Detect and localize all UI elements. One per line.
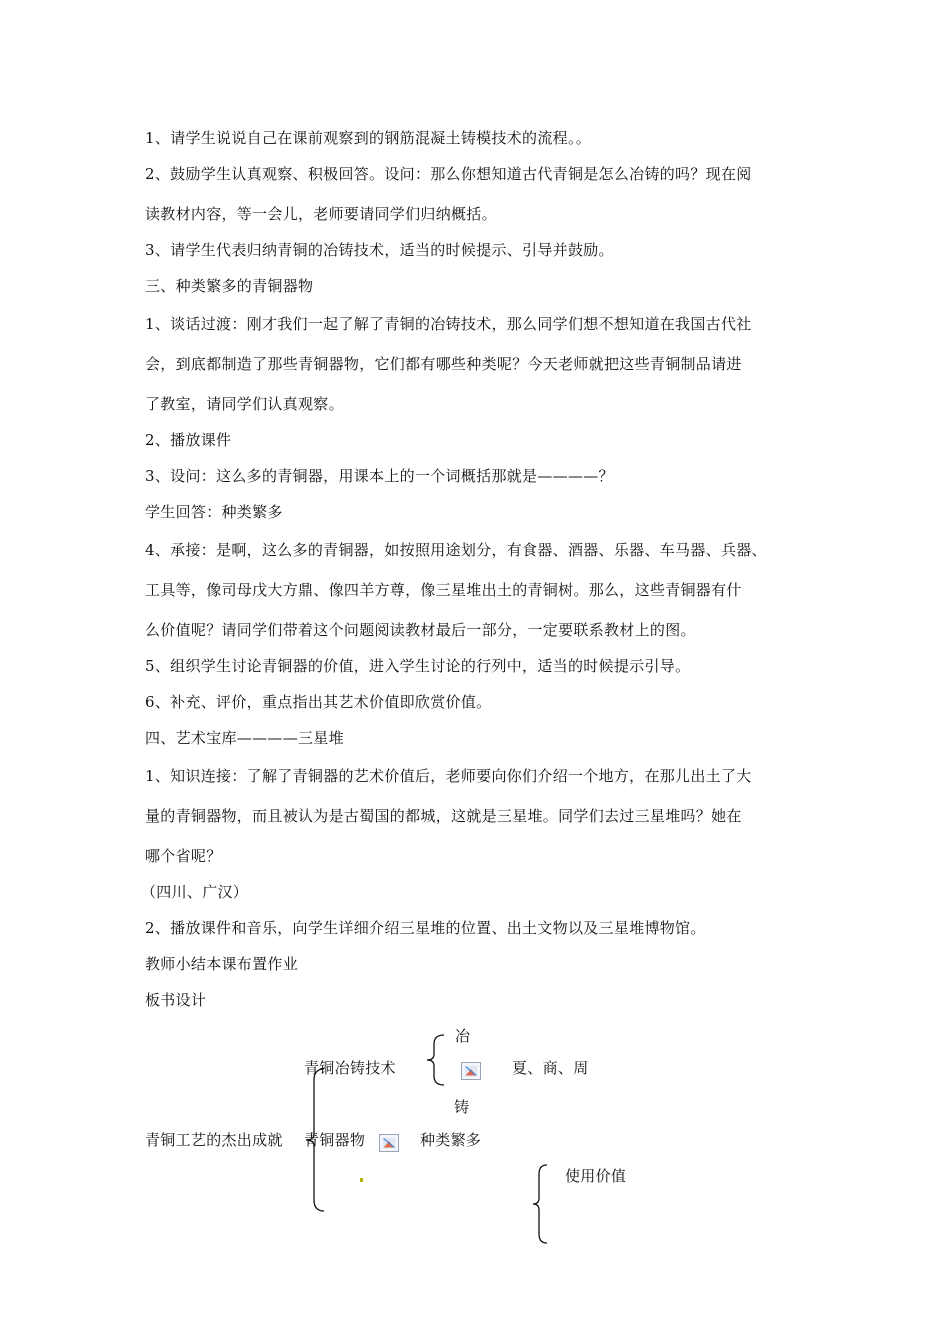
paragraph: 3、请学生代表归纳青铜的冶铸技术，适当的时候提示、引导并鼓励。 (145, 241, 614, 259)
paragraph: 哪个省呢？ (145, 847, 222, 865)
board-use-value: 使用价值 (565, 1167, 627, 1185)
broken-image-icon (461, 1062, 481, 1080)
paragraph: 板书设计 (145, 991, 207, 1009)
paragraph: 2、播放课件和音乐，向学生详细介绍三星堆的位置、出土文物以及三星堆博物馆。 (145, 919, 706, 937)
paragraph: 学生回答：种类繁多 (145, 503, 283, 521)
paragraph: 读教材内容，等一会儿，老师要请同学们归纳概括。 (145, 205, 497, 223)
board-tech: 青铜冶铸技术 (304, 1059, 396, 1077)
broken-image-icon (379, 1134, 399, 1152)
paragraph: （四川、广汉） (141, 883, 249, 901)
board-zhi: 冶 (455, 1027, 471, 1045)
paragraph: 2、播放课件 (145, 431, 232, 449)
paragraph: 1、知识连接：了解了青铜器的艺术价值后，老师要向你们介绍一个地方，在那儿出土了大 (145, 767, 752, 785)
paragraph: 4、承接：是啊，这么多的青铜器，如按照用途划分，有食器、酒器、乐器、车马器、兵器、 (145, 541, 767, 559)
board-zhu: 铸 (454, 1098, 470, 1116)
paragraph: 1、请学生说说自己在课前观察到的钢筋混凝土铸模技术的流程。。 (145, 129, 592, 147)
board-main: 青铜工艺的杰出成就 (145, 1131, 283, 1149)
paragraph: 6、补充、评价，重点指出其艺术价值即欣赏价值。 (145, 693, 492, 711)
left-brace-icon (530, 1164, 550, 1244)
paragraph: 工具等，像司母戊大方鼎、像四羊方尊，像三星堆出土的青铜树。那么，这些青铜器有什 (145, 581, 742, 599)
board-variety: 种类繁多 (420, 1131, 482, 1149)
paragraph: 会，到底都制造了那些青铜器物，它们都有哪些种类呢？今天老师就把这些青铜制品请进 (145, 355, 742, 373)
paragraph: 5、组织学生讨论青铜器的价值，进入学生讨论的行列中，适当的时候提示引导。 (145, 657, 691, 675)
paragraph: 了教室，请同学们认真观察。 (145, 395, 344, 413)
paragraph: 么价值呢？请同学们带着这个问题阅读教材最后一部分，一定要联系教材上的图。 (145, 621, 696, 639)
paragraph: 教师小结本课布置作业 (145, 955, 299, 973)
paragraph: 3、设问：这么多的青铜器，用课本上的一个词概括那就是————？ (145, 467, 614, 485)
paragraph: 1、谈话过渡：刚才我们一起了解了青铜的冶铸技术，那么同学们想不想知道在我国古代社 (145, 315, 752, 333)
paragraph: 量的青铜器物，而且被认为是古蜀国的都城，这就是三星堆。同学们去过三星堆吗？她在 (145, 807, 742, 825)
board-vessels: 青铜器物 (304, 1131, 366, 1149)
board-dynasties: 夏、商、周 (512, 1059, 589, 1077)
dot-mark (360, 1178, 363, 1182)
paragraph: 2、鼓励学生认真观察、积极回答。设问：那么你想知道古代青铜是怎么冶铸的吗？现在阅 (145, 165, 752, 183)
left-brace-icon (424, 1034, 448, 1086)
section-heading: 四、艺术宝库————三星堆 (145, 729, 344, 747)
section-heading: 三、种类繁多的青铜器物 (145, 277, 314, 295)
